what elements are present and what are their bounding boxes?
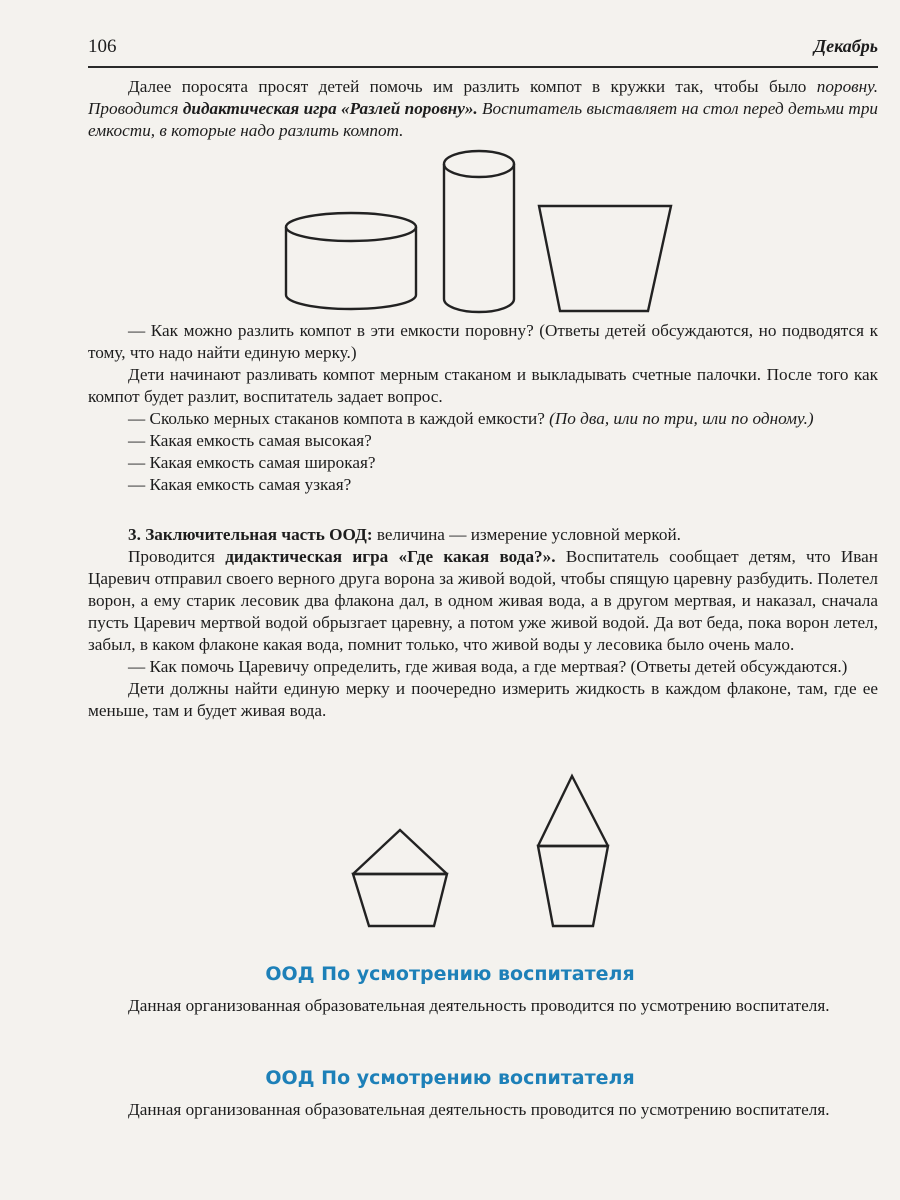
- diamond-flask-figure: [538, 776, 608, 926]
- section-heading-1: ООД По усмотрению воспитателя: [265, 963, 635, 985]
- game-intro: Проводится: [128, 547, 226, 566]
- containers-figure: [0, 148, 900, 318]
- wide-cylinder-figure: [286, 213, 416, 309]
- pentagon-flask-figure: [353, 830, 447, 926]
- game-story: Воспитатель сообщает детям, что Иван Царевич отправил своего верного друга ворона за живой водой, чтобы спящую царевну разбудить. Полетел ворон, а ему старик лесовик два флакона дал, в одном живая вода, а в другом мертвая, и наказал, сначала пусть Царевич мертвой водой обрызгает царевну, а потом уже живой водой. Да вот беда, пока ворон летел, забыл, в каком флаконе какая вода, помнит только, что живой воды у лесовика было очень мало.: [88, 547, 879, 654]
- final-part-block: [88, 524, 878, 722]
- flasks-figure: [0, 772, 900, 932]
- final-part-topic: величина — измерение условной меркой.: [372, 525, 681, 544]
- intro-text-1: Далее поросята просят детей помочь им разлить компот в кружки так, чтобы было: [128, 77, 817, 96]
- section-title: Декабрь: [813, 36, 878, 56]
- question-measures: — Сколько мерных стаканов компота в каждой емкости?: [128, 409, 550, 428]
- section-text-2-block: [88, 1099, 878, 1121]
- game-title-2: дидактическая игра «Где какая вода?».: [225, 547, 556, 566]
- trapezoid-container-figure: [539, 206, 671, 311]
- action-paragraph: Дети начинают разливать компот мерным стаканом и выкладывать счетные палочки. После того как компот будет разлит, воспитатель задает вопрос.: [88, 365, 878, 406]
- conclusion-paragraph: Дети должны найти единую мерку и поочередно измерить жидкость в каждом флаконе, там, где ее меньше, там и будет живая вода.: [88, 679, 878, 720]
- section-text-1: Данная организованная образовательная деятельность проводится по усмотрению воспитателя.: [128, 996, 830, 1015]
- page-header: [88, 36, 878, 68]
- intro-text-2: поровну. Проводится: [88, 77, 878, 118]
- game-title-1: дидактическая игра «Разлей поровну».: [182, 99, 478, 118]
- dialogue-block: [88, 320, 878, 496]
- question-paragraph: — Как можно разлить компот в эти емкости поровну? (Ответы детей обсуждаются, но подводятся к тому, что надо найти единую мерку.): [88, 321, 878, 362]
- tall-cylinder-figure: [444, 151, 514, 312]
- question-tallest: — Какая емкость самая высокая?: [128, 431, 372, 450]
- section-heading-2: ООД По усмотрению воспитателя: [265, 1067, 635, 1089]
- section-text-2: Данная организованная образовательная деятельность проводится по усмотрению воспитателя.: [128, 1100, 830, 1119]
- intro-paragraph: [88, 76, 878, 142]
- section-text-1-block: [88, 995, 878, 1017]
- question-narrowest: — Какая емкость самая узкая?: [128, 475, 352, 494]
- question-water: — Как помочь Царевичу определить, где живая вода, а где мертвая? (Ответы детей обсуждаются.): [128, 657, 848, 676]
- intro-text-3: Воспитатель выставляет на стол перед детьми три емкости, в которые надо разлить компот.: [88, 99, 879, 140]
- page-number: 106: [88, 36, 117, 57]
- final-part-title: 3. Заключительная часть ООД:: [128, 525, 373, 544]
- question-widest: — Какая емкость самая широкая?: [128, 453, 376, 472]
- answer-measures: (По два, или по три, или по одному.): [549, 409, 814, 428]
